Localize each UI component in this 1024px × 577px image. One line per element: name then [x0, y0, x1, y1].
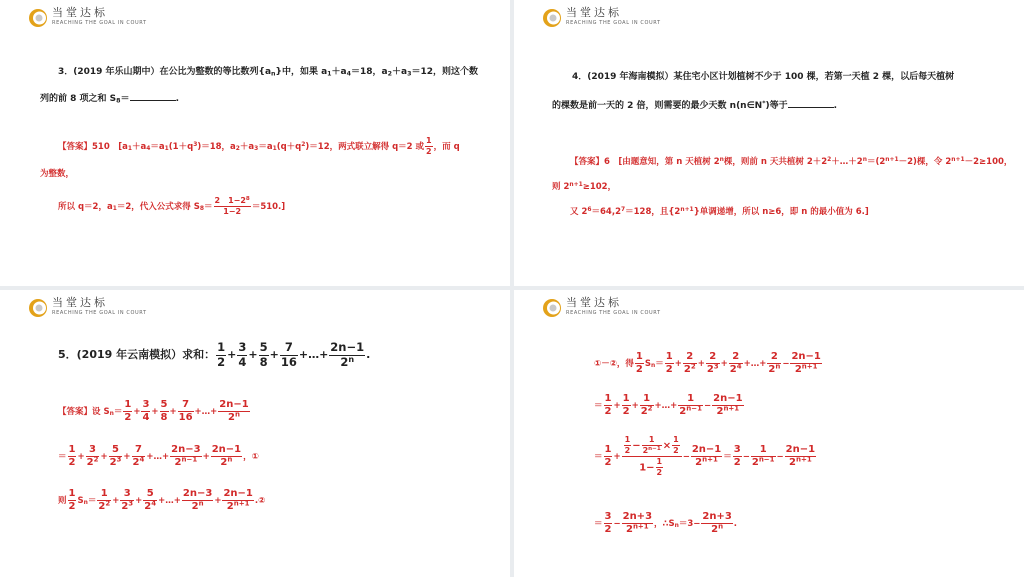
question-3-line-2: 列的前 8 项之和 $S_8=$ . — [40, 94, 179, 105]
slide-3 — [0, 290, 510, 577]
answer-3-line-2: 为整数， — [40, 169, 75, 179]
question-5: 5．(2019 年云南模拟）求和： $\frac{1}{2}$ + $\frac{3}{4}$ + $\frac{5}{8}$ + $\frac{7}{16}$ +…+ $\frac{2n-1}{2^n}$ . — [58, 340, 371, 369]
slide-4 — [514, 290, 1024, 577]
brand-logo-icon — [542, 8, 562, 28]
brand-subtitle: REACHING THE GOAL IN COURT — [566, 310, 661, 316]
answer-4-line-1: 【答案】6 [由题意知，第 n 天植树 2$^n$棵，则前 n 天共植树 $2+2^2+\dots+2^n=(2^{n+1}-2)$棵，令 $2^{n+1}-2\ge 100$， — [570, 156, 1013, 167]
slide-2 — [514, 0, 1024, 286]
brand-subtitle: REACHING THE GOAL IN COURT — [566, 20, 661, 26]
brand — [52, 7, 147, 27]
brand-logo-icon — [28, 298, 48, 318]
answer-5-line-2: ＝ $\frac{1}{2}$ + $\frac{3}{2^2}$ + $\frac{5}{2^3}$ + $\frac{7}{2^4}$ +…+ $\frac{2n-3}{2^{n-1}}$ + $\frac{2n-1}{2^n}$ ，① — [58, 444, 259, 468]
brand-title: 当堂达标 — [52, 6, 108, 19]
answer-3-line-3: 所以 q＝2，$a_1=2$，代入公式求得 $S_8=$ $\frac{2 1-2^8}{1-2}$ ＝510.] — [58, 196, 286, 216]
brand — [566, 7, 661, 27]
answer-4-line-3: 又 $2^6=64,2^7=128$，且$\{2^{n+1}\}$单调递增，所以 n≥6，即 n 的最小值为 6.] — [570, 206, 869, 217]
question-4-line-2: 的棵数是前一天的 2 倍，则需要的最少天数 n(n∈N*)等于 . — [552, 99, 838, 111]
brand-logo-icon — [542, 298, 562, 318]
solution-line-3: ＝ $\frac{1}{2}$ + $\frac{1}{2}$ − $\frac{1}{2^{n-1}}$ × $\frac{1}{2}$ 1− $\frac{1}{2}$ − $\frac{2n-1}{2^{n+1}}$ ＝ $\frac{3}{2}$ − $\frac{1}{2^{n-1}}$ − $\frac{2n-1}{2^{n+1}}$ — [594, 435, 816, 477]
solution-line-2: ＝ $\frac{1}{2}$ + $\frac{1}{2}$ + $\frac{1}{2^2}$ +…+ $\frac{1}{2^{n-1}}$ − $\frac{2n-1}{2^{n+1}}$ — [594, 393, 743, 417]
brand-title: 当堂达标 — [566, 6, 622, 19]
brand-title: 当堂达标 — [566, 296, 622, 309]
question-4-line-1: 4．(2019 年海南模拟）某住宅小区计划植树不少于 100 棵，若第一天植 2 棵，以后每天植树 — [572, 72, 955, 82]
brand — [52, 297, 147, 317]
brand-subtitle: REACHING THE GOAL IN COURT — [52, 310, 147, 316]
brand-title: 当堂达标 — [52, 296, 108, 309]
solution-line-1: ①－②，得 $\frac{1}{2}$ $S_n=$ $\frac{1}{2}$ + $\frac{2}{2^2}$ + $\frac{2}{2^3}$ + $\frac{2}{2^4}$ +…+ $\frac{2}{2^n}$ − $\frac{2n-1}{2^{n+1}}$ — [594, 351, 821, 375]
question-3-line-1: 3．(2019 年乐山期中）在公比为整数的等比数列$\{a_n\}$中，如果 $a_1+a_4=18$，$a_2+a_3=12$，则这个数 — [58, 67, 479, 78]
brand-logo-icon — [28, 8, 48, 28]
brand-subtitle: REACHING THE GOAL IN COURT — [52, 20, 147, 26]
brand — [566, 297, 661, 317]
answer-4-line-2: 则 $2^{n+1}\ge 102$， — [552, 181, 617, 192]
solution-line-4: ＝ $\frac{3}{2}$ − $\frac{2n+3}{2^{n+1}}$ ，$\therefore S_n=3-$ $\frac{2n+3}{2^n}$ . — [594, 511, 738, 535]
answer-5-line-1: 【答案】设 $S_n=$ $\frac{1}{2}$ + $\frac{3}{4}$ + $\frac{5}{8}$ + $\frac{7}{16}$ +…+ $\frac{2n-1}{2^n}$ — [58, 399, 249, 423]
answer-5-line-3: 则 $\frac{1}{2}$ $S_n=$ $\frac{1}{2^2}$ + $\frac{3}{2^3}$ + $\frac{5}{2^4}$ +…+ $\frac{2n-3}{2^n}$ + $\frac{2n-1}{2^{n+1}}$ .② — [58, 488, 266, 512]
answer-3-line-1: 【答案】510 [$a_1+a_4=a_1(1+q^3)=18$，$a_2+a_3=a_1(q+q^2)=12$，两式联立解得 q＝2 或 $\frac{1}{2}$ ，而 q — [58, 136, 460, 156]
slide-1 — [0, 0, 510, 286]
